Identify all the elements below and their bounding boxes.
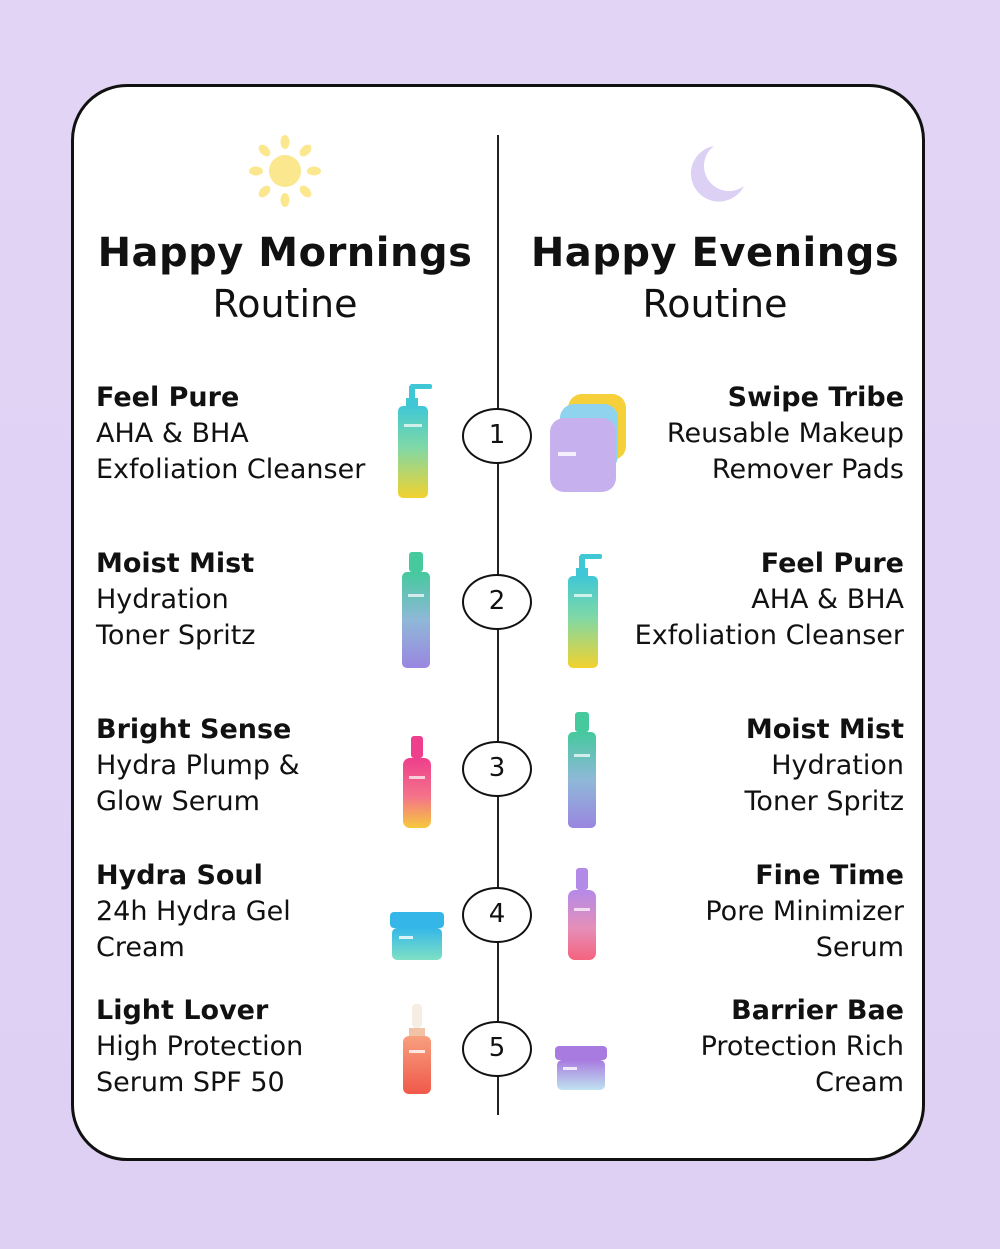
product-desc-2: Cream: [815, 1067, 904, 1098]
product-desc-2: Serum SPF 50: [96, 1067, 285, 1098]
product-desc-1: Hydration: [96, 584, 229, 615]
morning-step-1: [96, 380, 365, 488]
product-name: Hydra Soul: [96, 860, 263, 891]
evening-step-5: [701, 993, 904, 1101]
product-desc-1: Hydration: [771, 750, 904, 781]
morning-step-5: [96, 993, 303, 1101]
evening-step-3: [745, 712, 904, 820]
product-desc-2: Serum: [815, 932, 904, 963]
product-desc-1: High Protection: [96, 1031, 304, 1062]
product-name: Feel Pure: [96, 382, 240, 413]
step-number-3: 3: [462, 741, 532, 797]
product-desc-1: AHA & BHA: [751, 584, 904, 615]
morning-step-2: [96, 546, 255, 654]
step-number-2: 2: [462, 574, 532, 630]
feel-pure-bottle-icon: [562, 554, 606, 668]
product-desc-2: Remover Pads: [711, 454, 904, 485]
evening-step-4: [705, 858, 904, 966]
product-desc-2: Glow Serum: [96, 786, 260, 817]
hydra-soul-jar-icon: [389, 912, 445, 960]
morning-step-3: [96, 712, 300, 820]
sun-icon: [248, 134, 322, 208]
evening-heading: [525, 228, 905, 330]
bright-sense-serum-icon: [400, 736, 434, 828]
product-desc-1: Reusable Makeup: [666, 418, 904, 449]
product-desc-2: Toner Spritz: [96, 620, 256, 651]
product-desc-1: Hydra Plump &: [96, 750, 300, 781]
product-desc-1: AHA & BHA: [96, 418, 249, 449]
product-desc-1: Pore Minimizer: [705, 896, 904, 927]
moist-mist-bottle-icon: [564, 712, 600, 828]
product-name: Fine Time: [755, 860, 904, 891]
product-name: Bright Sense: [96, 714, 292, 745]
product-name: Feel Pure: [760, 548, 904, 579]
moon-icon: [684, 142, 748, 206]
step-number-1: 1: [462, 408, 532, 464]
evening-subtitle: Routine: [642, 282, 788, 326]
moist-mist-bottle-icon: [398, 552, 434, 668]
product-name: Light Lover: [96, 995, 269, 1026]
evening-step-2: [635, 546, 904, 654]
product-desc-2: Exfoliation Cleanser: [96, 454, 366, 485]
morning-heading: [95, 228, 475, 330]
feel-pure-bottle-icon: [392, 384, 436, 498]
morning-step-4: [96, 858, 291, 966]
product-name: Swipe Tribe: [727, 382, 904, 413]
morning-subtitle: Routine: [212, 282, 358, 326]
barrier-bae-jar-icon: [554, 1046, 608, 1090]
product-desc-2: Exfoliation Cleanser: [634, 620, 904, 651]
product-desc-2: Cream: [96, 932, 185, 963]
product-name: Moist Mist: [745, 714, 904, 745]
step-number-4: 4: [462, 887, 532, 943]
product-name: Barrier Bae: [731, 995, 904, 1026]
fine-time-serum-icon: [565, 868, 599, 960]
product-desc-1: 24h Hydra Gel: [96, 896, 291, 927]
swipe-tribe-pads-icon: [548, 392, 630, 494]
product-name: Moist Mist: [96, 548, 255, 579]
light-lover-dropper-icon: [400, 1004, 434, 1094]
product-desc-1: Protection Rich: [700, 1031, 904, 1062]
evening-title: Happy Evenings: [530, 230, 900, 276]
evening-step-1: [667, 380, 904, 488]
product-desc-2: Toner Spritz: [744, 786, 904, 817]
step-number-5: 5: [462, 1021, 532, 1077]
morning-title: Happy Mornings: [97, 230, 473, 276]
